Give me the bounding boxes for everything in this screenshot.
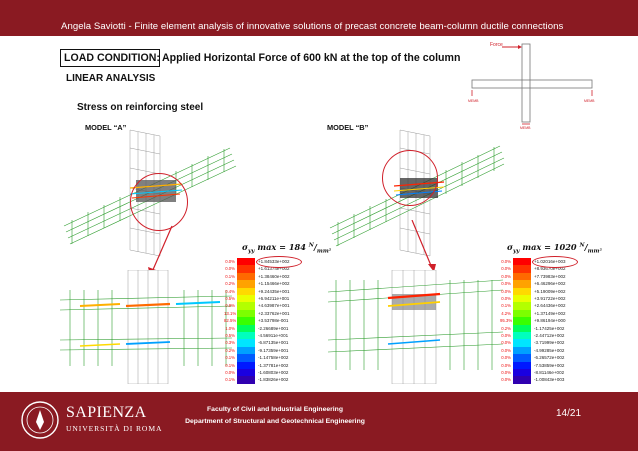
legend-value: +6.46296e+002	[534, 281, 566, 287]
legend-percent: 1.0%	[225, 325, 235, 331]
legend-value: -1.37781e+002	[258, 362, 289, 368]
legend-value: -1.83826e+002	[258, 377, 289, 383]
legend-value: +1.61374e+002	[258, 266, 290, 272]
formula-b-unit-den: mm²	[587, 248, 602, 255]
legend-value: -2.26689e+001	[258, 325, 289, 331]
university-name: SAPIENZA	[66, 404, 147, 421]
legend-percent: 0.1%	[225, 377, 235, 383]
formula-b-sub: yy	[513, 248, 520, 255]
legend-value: +1.84533e+002	[258, 259, 290, 264]
legend-value: +8.93670e+002	[534, 266, 566, 272]
formula-b-main: max = 1020	[522, 242, 577, 252]
legend-value: -4.99285e+002	[534, 347, 565, 353]
legend-value: +2.33762e+001	[258, 310, 290, 316]
legend-b-max-ring	[532, 256, 578, 268]
formula-a-unit-den: mm²	[316, 248, 332, 255]
legend-value: -1.00843e+003	[534, 377, 565, 383]
legend-swatch	[237, 376, 255, 384]
legend-percent: 0.0%	[501, 296, 511, 301]
legend-value: +1.38460e+002	[258, 273, 290, 279]
model-a-label: MODEL “A”	[85, 123, 127, 132]
legend-percent: 82.5%	[224, 318, 237, 324]
page-number: 14/21	[556, 408, 582, 419]
formula-a-main: max = 184	[257, 242, 306, 252]
legend-value: -9.17359e+001	[258, 347, 289, 353]
subsection-title: Stress on reinforcing steel	[77, 102, 204, 113]
legend-value: -8.81146e+002	[534, 370, 565, 375]
formula-model-a: $\sigma_{yy}$ max = 184 $^N/_{mm^2}$	[242, 242, 332, 255]
formula-a-sigma: σ	[242, 242, 249, 252]
legend-percent: 0.0%	[501, 288, 511, 294]
formula-a-unit-num: N	[308, 242, 314, 249]
legend-value: +5.19009e+002	[534, 288, 566, 294]
highlight-ring-model-b	[382, 150, 438, 206]
legend-value: -6.87135e+001	[258, 340, 289, 346]
presentation-title: Angela Saviotti - Finite element analysis of innovative solutions of precast concrete beam-column ductile connections	[61, 21, 564, 32]
zoom-arrow-b	[412, 220, 436, 272]
legend-value: +9.24435e+001	[258, 288, 290, 294]
legend-row	[224, 376, 332, 384]
legend-value: -1.14758e+002	[258, 355, 289, 361]
legend-percent: 0.1%	[225, 273, 235, 279]
legend-value: -3.71999e+002	[534, 340, 565, 346]
legend-model-a	[224, 258, 332, 398]
legend-percent: 0.5%	[225, 333, 235, 338]
legend-percent: 0.9%	[225, 303, 235, 309]
legend-percent: 0.0%	[225, 266, 235, 272]
legend-percent: 0.1%	[225, 355, 235, 361]
legend-swatch	[513, 376, 531, 384]
schematic-beam	[472, 80, 592, 88]
annotation-right: MEMB	[584, 99, 595, 103]
legend-percent: 0.0%	[225, 259, 235, 264]
model-b-label: MODEL “B”	[327, 123, 369, 132]
legend-percent: 0.0%	[501, 266, 511, 272]
department-name: Department of Structural and Geotechnical Engineering	[185, 418, 365, 425]
legend-percent: 0.0%	[501, 259, 511, 264]
annotation-left: MEMB	[468, 99, 479, 103]
legend-value: -1.60803e+002	[258, 370, 289, 375]
legend-percent: 0.1%	[225, 362, 235, 368]
legend-percent: 0.0%	[501, 273, 511, 279]
formula-model-b: $\sigma_{yy}$ max = 1020 $^N/_{mm^2}$	[507, 242, 602, 255]
formula-a-sub: yy	[248, 248, 255, 255]
legend-percent: 95.3%	[500, 318, 513, 324]
legend-percent: 0.2%	[501, 325, 511, 331]
legend-value: +1.15466e+002	[258, 281, 290, 287]
load-condition-label: LOAD CONDITION:	[64, 52, 160, 64]
legend-percent: 0.0%	[501, 333, 511, 338]
legend-percent: 0.0%	[501, 362, 511, 368]
legend-value: +1.02016e+003	[534, 259, 566, 264]
legend-percent: 0.2%	[225, 281, 235, 287]
legend-value: +1.37149e+002	[534, 310, 566, 316]
legend-percent: 4.2%	[501, 310, 511, 316]
header-bar	[0, 0, 638, 36]
force-arrow	[502, 45, 522, 49]
load-condition-text: Applied Horizontal Force of 600 kN at the top of the column	[162, 52, 461, 64]
legend-percent: 0.0%	[501, 355, 511, 361]
legend-value: -2.44712e+002	[534, 333, 565, 338]
annotation-bottom: MEMB	[520, 126, 531, 130]
legend-percent: 0.5%	[225, 296, 235, 301]
legend-percent: 0.2%	[225, 347, 235, 353]
legend-a-max-ring	[256, 256, 302, 268]
legend-value: -6.26572e+002	[534, 355, 565, 361]
section-title: LINEAR ANALYSIS	[66, 73, 156, 84]
legend-value: +7.73983e+002	[534, 273, 566, 279]
schematic-column	[522, 44, 530, 122]
university-seal-icon	[20, 400, 60, 440]
force-label: Force	[490, 42, 503, 48]
formula-b-sigma: σ	[507, 242, 514, 252]
legend-percent: 0.0%	[501, 281, 511, 287]
legend-percent: 0.1%	[501, 303, 511, 309]
legend-value: +3.91722e+002	[534, 296, 566, 301]
legend-value: -7.53859e+002	[534, 362, 565, 368]
legend-percent: 0.4%	[225, 288, 235, 294]
legend-value: +6.94211e+001	[258, 296, 290, 301]
legend-value: -4.56911e+001	[258, 333, 289, 338]
faculty-name: Faculty of Civil and Industrial Engineering	[207, 406, 343, 413]
legend-percent: 0.0%	[501, 377, 511, 383]
legend-value: +9.86194e+000	[534, 318, 566, 324]
zoom-arrow-a	[148, 226, 172, 276]
legend-value: +2.64436e+002	[534, 303, 566, 309]
legend-percent: 13.1%	[224, 310, 237, 316]
formula-b-unit-num: N	[579, 242, 585, 249]
legend-percent: 0.0%	[501, 347, 511, 353]
legend-value: -1.17425e+002	[534, 325, 565, 331]
model-b-zoom-view	[328, 270, 503, 384]
legend-percent: 0.0%	[225, 370, 235, 375]
frame-schematic	[468, 38, 598, 130]
university-subtitle: UNIVERSITÀ DI ROMA	[66, 424, 163, 433]
legend-value: +3.53798e-001	[258, 318, 289, 324]
legend-percent: 0.0%	[501, 370, 511, 375]
legend-row	[500, 376, 608, 384]
legend-percent: 0.0%	[501, 340, 511, 346]
legend-percent: 0.3%	[225, 340, 235, 346]
legend-model-b	[500, 258, 608, 398]
model-a-zoom-view	[60, 270, 232, 384]
legend-value: +4.63987e+001	[258, 303, 290, 309]
